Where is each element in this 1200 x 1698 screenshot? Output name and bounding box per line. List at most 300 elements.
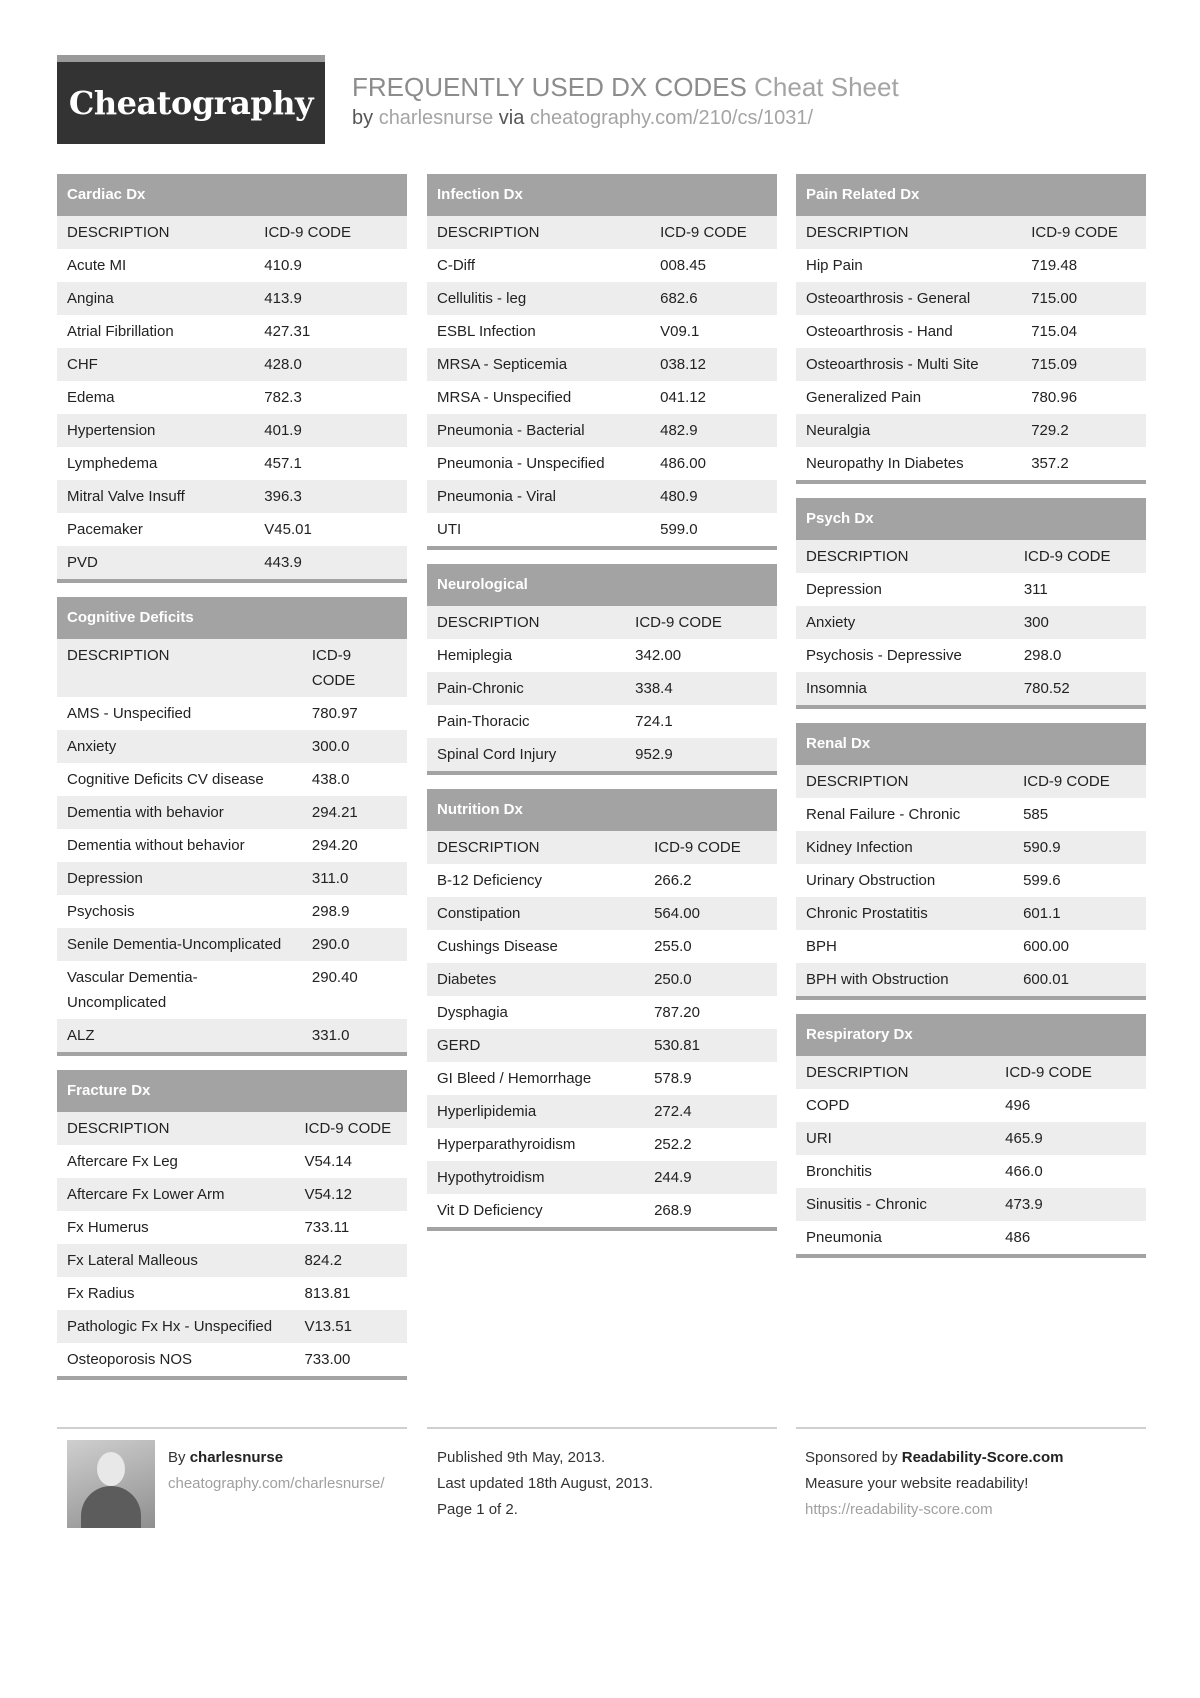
codes-table (427, 606, 777, 775)
section-title: Pain Related Dx (796, 174, 1146, 216)
column-header-description: DESCRIPTION (796, 1056, 995, 1089)
diagnosis-description: Pain-Thoracic (427, 705, 625, 738)
page-title (352, 72, 899, 103)
diagnosis-description: Insomnia (796, 672, 1014, 707)
icd9-code: 787.20 (644, 996, 777, 1029)
section-neurological (427, 564, 777, 775)
icd9-code: 729.2 (1021, 414, 1146, 447)
icd9-code: 599.6 (1013, 864, 1146, 897)
footer-by: By (168, 1449, 186, 1466)
column-header-description: DESCRIPTION (427, 606, 625, 639)
table-row (796, 930, 1146, 963)
sheet-url-link[interactable]: cheatography.com/210/cs/1031/ (529, 107, 814, 129)
icd9-code: 952.9 (625, 738, 777, 773)
icd9-code: 782.3 (254, 381, 407, 414)
diagnosis-description: BPH (796, 930, 1013, 963)
icd9-code: 298.0 (1014, 639, 1146, 672)
table-row (57, 546, 407, 581)
codes-table (427, 216, 777, 550)
section-respiratory-dx (796, 1014, 1146, 1258)
table-row (796, 1221, 1146, 1256)
icd9-code: 290.40 (302, 961, 407, 1019)
diagnosis-description: Fx Lateral Malleous (57, 1244, 294, 1277)
section-title: Renal Dx (796, 723, 1146, 765)
column-1 (57, 174, 407, 1394)
icd9-code: 413.9 (254, 282, 407, 315)
icd9-code: 480.9 (650, 480, 777, 513)
table-row (427, 1128, 777, 1161)
icd9-code: 824.2 (294, 1244, 407, 1277)
footer-published: Published 9th May, 2013. (437, 1449, 606, 1466)
diagnosis-description: Kidney Infection (796, 831, 1013, 864)
column-header-code: ICD-9 CODE (625, 606, 777, 639)
table-header-row (796, 1056, 1146, 1089)
table-row (427, 1062, 777, 1095)
section-nutrition-dx (427, 789, 777, 1231)
sponsor-url[interactable]: https://readability-score.com (805, 1501, 993, 1518)
table-row (427, 705, 777, 738)
diagnosis-description: Urinary Obstruction (796, 864, 1013, 897)
column-header-code: ICD-9 CODE (254, 216, 407, 249)
icd9-code: V54.12 (294, 1178, 407, 1211)
footer-sponsor (805, 1445, 1063, 1523)
diagnosis-description: Pneumonia (796, 1221, 995, 1256)
table-row (796, 1155, 1146, 1188)
avatar-body (81, 1486, 141, 1528)
icd9-code: 482.9 (650, 414, 777, 447)
diagnosis-description: Hyperlipidemia (427, 1095, 644, 1128)
title-suffix: Cheat Sheet (754, 72, 899, 102)
table-row (427, 996, 777, 1029)
table-row (427, 348, 777, 381)
icd9-code: 396.3 (254, 480, 407, 513)
footer-author-url[interactable]: cheatography.com/charlesnurse/ (168, 1475, 385, 1492)
diagnosis-description: BPH with Obstruction (796, 963, 1013, 998)
section-renal-dx (796, 723, 1146, 1000)
icd9-code: 331.0 (302, 1019, 407, 1054)
table-row (57, 348, 407, 381)
diagnosis-description: Hyperparathyroidism (427, 1128, 644, 1161)
table-row (427, 414, 777, 447)
table-row (796, 1188, 1146, 1221)
section-title: Cognitive Deficits (57, 597, 407, 639)
footer-dates (437, 1445, 653, 1523)
diagnosis-description: Psychosis (57, 895, 302, 928)
column-header-code: ICD-9 CODE (650, 216, 777, 249)
icd9-code: 780.96 (1021, 381, 1146, 414)
avatar-head (97, 1452, 125, 1486)
diagnosis-description: Pathologic Fx Hx - Unspecified (57, 1310, 294, 1343)
table-row (57, 730, 407, 763)
table-row (796, 447, 1146, 482)
icd9-code: 294.20 (302, 829, 407, 862)
diagnosis-description: Aftercare Fx Lower Arm (57, 1178, 294, 1211)
diagnosis-description: Mitral Valve Insuff (57, 480, 254, 513)
table-header-row (796, 540, 1146, 573)
icd9-code: 719.48 (1021, 249, 1146, 282)
icd9-code: V13.51 (294, 1310, 407, 1343)
icd9-code: 601.1 (1013, 897, 1146, 930)
diagnosis-description: Cushings Disease (427, 930, 644, 963)
icd9-code: V45.01 (254, 513, 407, 546)
logo-text: Cheatography (68, 84, 314, 122)
column-3 (796, 174, 1146, 1272)
sponsor-link[interactable]: Readability-Score.com (901, 1449, 1064, 1466)
author-link[interactable]: charlesnurse (378, 107, 494, 129)
icd9-code: 266.2 (644, 864, 777, 897)
icd9-code: 466.0 (995, 1155, 1146, 1188)
diagnosis-description: ESBL Infection (427, 315, 650, 348)
table-row (796, 639, 1146, 672)
table-row (427, 315, 777, 348)
diagnosis-description: Neuralgia (796, 414, 1021, 447)
icd9-code: 311.0 (302, 862, 407, 895)
section-pain-related-dx (796, 174, 1146, 484)
diagnosis-description: CHF (57, 348, 254, 381)
table-row (796, 798, 1146, 831)
table-row (57, 480, 407, 513)
diagnosis-description: Anxiety (796, 606, 1014, 639)
icd9-code: 428.0 (254, 348, 407, 381)
diagnosis-description: Cellulitis - leg (427, 282, 650, 315)
footer-author (168, 1445, 385, 1497)
author-avatar[interactable] (67, 1440, 155, 1528)
icd9-code: 300 (1014, 606, 1146, 639)
section-cognitive-deficits (57, 597, 407, 1056)
codes-table (796, 540, 1146, 709)
diagnosis-description: Neuropathy In Diabetes (796, 447, 1021, 482)
diagnosis-description: Osteoarthrosis - General (796, 282, 1021, 315)
table-row (796, 282, 1146, 315)
footer-author-name[interactable]: charlesnurse (189, 1449, 284, 1466)
title-main: FREQUENTLY USED DX CODES (352, 72, 747, 102)
table-row (427, 447, 777, 480)
diagnosis-description: Atrial Fibrillation (57, 315, 254, 348)
table-row (796, 963, 1146, 998)
table-row (427, 1161, 777, 1194)
diagnosis-description: Diabetes (427, 963, 644, 996)
diagnosis-description: GI Bleed / Hemorrhage (427, 1062, 644, 1095)
footer-sponsored-by: Sponsored by (805, 1449, 898, 1466)
diagnosis-description: Osteoporosis NOS (57, 1343, 294, 1378)
footer-divider (427, 1427, 777, 1429)
diagnosis-description: Fx Radius (57, 1277, 294, 1310)
codes-table (57, 639, 407, 1056)
table-row (57, 1145, 407, 1178)
icd9-code: 038.12 (650, 348, 777, 381)
column-header-description: DESCRIPTION (57, 216, 254, 249)
icd9-code: 682.6 (650, 282, 777, 315)
icd9-code: 564.00 (644, 897, 777, 930)
column-header-code: ICD-9 CODE (294, 1112, 407, 1145)
diagnosis-description: Vascular Dementia-Uncomplicated (57, 961, 302, 1019)
section-title: Fracture Dx (57, 1070, 407, 1112)
diagnosis-description: Hypothytroidism (427, 1161, 644, 1194)
icd9-code: 311 (1014, 573, 1146, 606)
footer-divider (57, 1427, 407, 1429)
diagnosis-description: MRSA - Septicemia (427, 348, 650, 381)
diagnosis-description: Pneumonia - Bacterial (427, 414, 650, 447)
icd9-code: 268.9 (644, 1194, 777, 1229)
diagnosis-description: Pacemaker (57, 513, 254, 546)
diagnosis-description: Aftercare Fx Leg (57, 1145, 294, 1178)
byline-via: via (498, 107, 525, 129)
icd9-code: 599.0 (650, 513, 777, 548)
icd9-code: 465.9 (995, 1122, 1146, 1155)
diagnosis-description: Constipation (427, 897, 644, 930)
diagnosis-description: Osteoarthrosis - Hand (796, 315, 1021, 348)
table-header-row (57, 639, 407, 697)
table-row (57, 961, 407, 1019)
codes-table (57, 216, 407, 583)
table-header-row (796, 216, 1146, 249)
diagnosis-description: Dysphagia (427, 996, 644, 1029)
cheatography-logo[interactable] (57, 55, 325, 144)
column-header-description: DESCRIPTION (427, 216, 650, 249)
diagnosis-description: Pain-Chronic (427, 672, 625, 705)
footer-divider (796, 1427, 1146, 1429)
table-row (57, 1019, 407, 1054)
section-title: Psych Dx (796, 498, 1146, 540)
icd9-code: 724.1 (625, 705, 777, 738)
table-header-row (427, 216, 777, 249)
table-row (57, 895, 407, 928)
section-infection-dx (427, 174, 777, 550)
table-row (57, 381, 407, 414)
table-row (796, 1089, 1146, 1122)
table-row (57, 414, 407, 447)
diagnosis-description: Hemiplegia (427, 639, 625, 672)
table-row (796, 348, 1146, 381)
icd9-code: 401.9 (254, 414, 407, 447)
diagnosis-description: PVD (57, 546, 254, 581)
icd9-code: 473.9 (995, 1188, 1146, 1221)
diagnosis-description: C-Diff (427, 249, 650, 282)
column-header-code: ICD-9 CODE (1014, 540, 1146, 573)
diagnosis-description: Generalized Pain (796, 381, 1021, 414)
icd9-code: 041.12 (650, 381, 777, 414)
table-row (796, 897, 1146, 930)
section-title: Infection Dx (427, 174, 777, 216)
diagnosis-description: ALZ (57, 1019, 302, 1054)
codes-table (796, 1056, 1146, 1258)
section-title: Nutrition Dx (427, 789, 777, 831)
table-header-row (427, 831, 777, 864)
footer-page: Page 1 of 2. (437, 1501, 518, 1518)
table-row (796, 381, 1146, 414)
table-row (57, 513, 407, 546)
icd9-code: V09.1 (650, 315, 777, 348)
icd9-code: 600.01 (1013, 963, 1146, 998)
table-row (796, 573, 1146, 606)
section-title: Respiratory Dx (796, 1014, 1146, 1056)
table-row (57, 1178, 407, 1211)
icd9-code: 590.9 (1013, 831, 1146, 864)
icd9-code: 715.09 (1021, 348, 1146, 381)
table-row (57, 763, 407, 796)
icd9-code: 250.0 (644, 963, 777, 996)
icd9-code: 244.9 (644, 1161, 777, 1194)
icd9-code: 578.9 (644, 1062, 777, 1095)
icd9-code: V54.14 (294, 1145, 407, 1178)
column-header-description: DESCRIPTION (796, 216, 1021, 249)
diagnosis-description: Cognitive Deficits CV disease (57, 763, 302, 796)
diagnosis-description: Osteoarthrosis - Multi Site (796, 348, 1021, 381)
column-header-description: DESCRIPTION (57, 639, 302, 697)
column-header-description: DESCRIPTION (796, 540, 1014, 573)
sponsor-tagline: Measure your website readability! (805, 1475, 1029, 1492)
table-row (427, 672, 777, 705)
column-2 (427, 174, 777, 1245)
diagnosis-description: Bronchitis (796, 1155, 995, 1188)
table-row (427, 480, 777, 513)
table-row (427, 1029, 777, 1062)
icd9-code: 252.2 (644, 1128, 777, 1161)
diagnosis-description: Edema (57, 381, 254, 414)
column-header-code: ICD-9 CODE (644, 831, 777, 864)
column-header-code: ICD-9 CODE (995, 1056, 1146, 1089)
table-row (57, 829, 407, 862)
table-row (57, 1244, 407, 1277)
icd9-code: 298.9 (302, 895, 407, 928)
table-row (57, 315, 407, 348)
table-row (427, 249, 777, 282)
section-fracture-dx (57, 1070, 407, 1380)
icd9-code: 600.00 (1013, 930, 1146, 963)
icd9-code: 457.1 (254, 447, 407, 480)
column-header-description: DESCRIPTION (427, 831, 644, 864)
diagnosis-description: B-12 Deficiency (427, 864, 644, 897)
table-row (796, 672, 1146, 707)
table-header-row (57, 1112, 407, 1145)
table-row (57, 862, 407, 895)
column-header-description: DESCRIPTION (57, 1112, 294, 1145)
table-row (427, 639, 777, 672)
icd9-code: 715.04 (1021, 315, 1146, 348)
diagnosis-description: Vit D Deficiency (427, 1194, 644, 1229)
icd9-code: 294.21 (302, 796, 407, 829)
table-row (796, 864, 1146, 897)
diagnosis-description: Dementia with behavior (57, 796, 302, 829)
column-header-code: ICD-9 CODE (1021, 216, 1146, 249)
diagnosis-description: Senile Dementia-Uncomplicated (57, 928, 302, 961)
icd9-code: 338.4 (625, 672, 777, 705)
icd9-code: 410.9 (254, 249, 407, 282)
icd9-code: 008.45 (650, 249, 777, 282)
table-row (57, 928, 407, 961)
table-row (57, 1310, 407, 1343)
table-row (57, 796, 407, 829)
icd9-code: 780.52 (1014, 672, 1146, 707)
diagnosis-description: Psychosis - Depressive (796, 639, 1014, 672)
diagnosis-description: Depression (57, 862, 302, 895)
diagnosis-description: Fx Humerus (57, 1211, 294, 1244)
diagnosis-description: Anxiety (57, 730, 302, 763)
table-row (57, 1211, 407, 1244)
diagnosis-description: AMS - Unspecified (57, 697, 302, 730)
section-title: Neurological (427, 564, 777, 606)
footer-updated: Last updated 18th August, 2013. (437, 1475, 654, 1492)
column-header-description: DESCRIPTION (796, 765, 1013, 798)
table-header-row (57, 216, 407, 249)
diagnosis-description: COPD (796, 1089, 995, 1122)
icd9-code: 733.11 (294, 1211, 407, 1244)
section-cardiac-dx (57, 174, 407, 583)
icd9-code: 342.00 (625, 639, 777, 672)
table-row (796, 414, 1146, 447)
table-row (796, 606, 1146, 639)
icd9-code: 496 (995, 1089, 1146, 1122)
diagnosis-description: MRSA - Unspecified (427, 381, 650, 414)
codes-table (796, 765, 1146, 1000)
diagnosis-description: Lymphedema (57, 447, 254, 480)
diagnosis-description: GERD (427, 1029, 644, 1062)
column-header-code: ICD-9 CODE (302, 639, 407, 697)
diagnosis-description: URI (796, 1122, 995, 1155)
icd9-code: 486.00 (650, 447, 777, 480)
icd9-code: 290.0 (302, 928, 407, 961)
table-row (57, 697, 407, 730)
codes-table (796, 216, 1146, 484)
column-header-code: ICD-9 CODE (1013, 765, 1146, 798)
icd9-code: 427.31 (254, 315, 407, 348)
diagnosis-description: Sinusitis - Chronic (796, 1188, 995, 1221)
icd9-code: 300.0 (302, 730, 407, 763)
table-row (427, 381, 777, 414)
section-title: Cardiac Dx (57, 174, 407, 216)
table-header-row (427, 606, 777, 639)
icd9-code: 813.81 (294, 1277, 407, 1310)
table-row (427, 963, 777, 996)
diagnosis-description: Dementia without behavior (57, 829, 302, 862)
icd9-code: 486 (995, 1221, 1146, 1256)
codes-table (57, 1112, 407, 1380)
table-row (57, 1343, 407, 1378)
icd9-code: 780.97 (302, 697, 407, 730)
icd9-code: 255.0 (644, 930, 777, 963)
icd9-code: 438.0 (302, 763, 407, 796)
table-row (796, 315, 1146, 348)
byline (352, 107, 813, 130)
table-row (57, 249, 407, 282)
section-psych-dx (796, 498, 1146, 709)
diagnosis-description: Pneumonia - Unspecified (427, 447, 650, 480)
diagnosis-description: Acute MI (57, 249, 254, 282)
table-row (796, 1122, 1146, 1155)
diagnosis-description: Renal Failure - Chronic (796, 798, 1013, 831)
table-row (427, 738, 777, 773)
table-row (427, 864, 777, 897)
table-row (57, 282, 407, 315)
icd9-code: 272.4 (644, 1095, 777, 1128)
table-header-row (796, 765, 1146, 798)
diagnosis-description: UTI (427, 513, 650, 548)
table-row (427, 897, 777, 930)
icd9-code: 357.2 (1021, 447, 1146, 482)
icd9-code: 733.00 (294, 1343, 407, 1378)
table-row (427, 513, 777, 548)
diagnosis-description: Angina (57, 282, 254, 315)
table-row (57, 447, 407, 480)
icd9-code: 585 (1013, 798, 1146, 831)
table-row (427, 282, 777, 315)
codes-table (427, 831, 777, 1231)
table-row (796, 249, 1146, 282)
table-row (796, 831, 1146, 864)
diagnosis-description: Pneumonia - Viral (427, 480, 650, 513)
icd9-code: 530.81 (644, 1029, 777, 1062)
icd9-code: 443.9 (254, 546, 407, 581)
